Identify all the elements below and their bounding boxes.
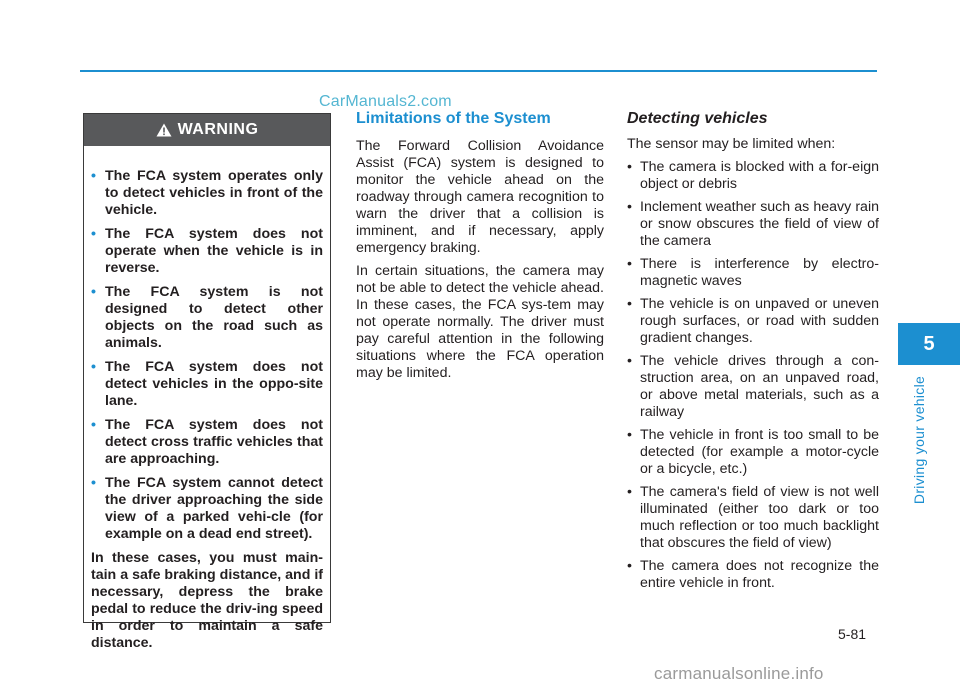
bullet-icon: •: [91, 417, 96, 433]
chapter-number: 5: [923, 332, 935, 355]
warning-box: [83, 113, 331, 651]
detecting-list: [627, 159, 879, 592]
detecting-intro: The sensor may be limited when:: [627, 136, 836, 152]
warning-item-text: The FCA system does not detect cross traffic vehicles that are approaching.: [105, 417, 323, 467]
detecting-item: [627, 159, 879, 193]
warning-item-text: The FCA system does not detect vehicles in the oppo-site lane.: [105, 359, 323, 409]
warning-item-text: The FCA system is not designed to detect other objects on the road such as animals.: [105, 284, 323, 351]
detecting-item: [627, 484, 879, 552]
bullet-icon: •: [627, 256, 632, 272]
detecting-section: [627, 110, 879, 598]
watermark-top-link[interactable]: CarManuals2.com: [319, 93, 452, 110]
chapter-title: Driving your vehicle: [911, 375, 927, 505]
header-rule: [80, 70, 877, 72]
bullet-icon: •: [627, 484, 632, 500]
bullet-icon: •: [627, 296, 632, 312]
detecting-item: [627, 296, 879, 347]
detecting-item-text: The camera is blocked with a for-eign object or debris: [640, 159, 879, 192]
warning-item: [91, 475, 323, 543]
detecting-item-text: There is interference by electro-magnetic waves: [640, 256, 879, 289]
warning-body: [84, 146, 330, 652]
warning-note: In these cases, you must main-tain a safe braking distance, and if necessary, depress the brake pedal to reduce the driv-ing speed in order to maintain a safe distance.: [91, 550, 323, 651]
watermark-bottom-link[interactable]: carmanualsonline.info: [654, 664, 824, 683]
warning-title: WARNING: [177, 121, 259, 138]
bullet-icon: •: [627, 353, 632, 369]
detecting-item-text: Inclement weather such as heavy rain or snow obscures the field of view of the camera: [640, 199, 879, 249]
warning-item: [91, 226, 323, 277]
detecting-item: [627, 256, 879, 290]
chapter-tab[interactable]: [898, 323, 960, 365]
limitations-title: Limitations of the System: [356, 110, 551, 127]
bullet-icon: •: [91, 359, 96, 375]
detecting-title: Detecting vehicles: [627, 110, 768, 127]
detecting-item-text: The vehicle is on unpaved or uneven rough surfaces, or road with sudden gradient changes.: [640, 296, 879, 346]
detecting-item: [627, 427, 879, 478]
bullet-icon: •: [627, 199, 632, 215]
limitations-section: [356, 110, 604, 388]
detecting-item-text: The camera's field of view is not well illuminated (either too dark or too much reflection or too much backlight that obscures the field of view): [640, 484, 879, 551]
warning-item: [91, 168, 323, 219]
warning-item-text: The FCA system does not operate when the vehicle is in reverse.: [105, 226, 323, 276]
detecting-item: [627, 199, 879, 250]
bullet-icon: •: [627, 427, 632, 443]
bullet-icon: •: [91, 284, 96, 300]
warning-item: [91, 284, 323, 352]
warning-item-text: The FCA system cannot detect the driver approaching the side view of a parked vehi-cle (for example on a dead end street).: [105, 475, 323, 542]
warning-item-text: The FCA system operates only to detect vehicles in front of the vehicle.: [105, 168, 323, 218]
detecting-item-text: The vehicle drives through a con-struction area, on an unpaved road, or above metal materials, such as a railway: [640, 353, 879, 420]
bullet-icon: •: [91, 226, 96, 242]
bullet-icon: •: [627, 159, 632, 175]
warning-triangle-icon: [156, 123, 172, 137]
detecting-item: [627, 558, 879, 592]
bullet-icon: •: [627, 558, 632, 574]
limitations-paragraph: In certain situations, the camera may not be able to detect the vehicle ahead. In these cases, the FCA sys-tem may not operate normally. The driver must pay careful attention in the following situations where the FCA operation may be limited.: [356, 263, 604, 381]
warning-item: [91, 359, 323, 410]
warning-item: [91, 417, 323, 468]
warning-list: [91, 168, 323, 543]
warning-header: [84, 114, 330, 146]
bullet-icon: •: [91, 475, 96, 491]
page-number: 5-81: [838, 626, 867, 642]
bullet-icon: •: [91, 168, 96, 184]
detecting-item-text: The vehicle in front is too small to be detected (for example a motor-cycle or a bicycle, etc.): [640, 427, 879, 477]
limitations-paragraph: The Forward Collision Avoidance Assist (FCA) system is designed to monitor the vehicle ahead on the roadway through camera recognition to warn the driver that a collision is imminent, and if necessary, apply emergency braking.: [356, 138, 604, 256]
detecting-item: [627, 353, 879, 421]
detecting-item-text: The camera does not recognize the entire vehicle in front.: [640, 558, 879, 591]
